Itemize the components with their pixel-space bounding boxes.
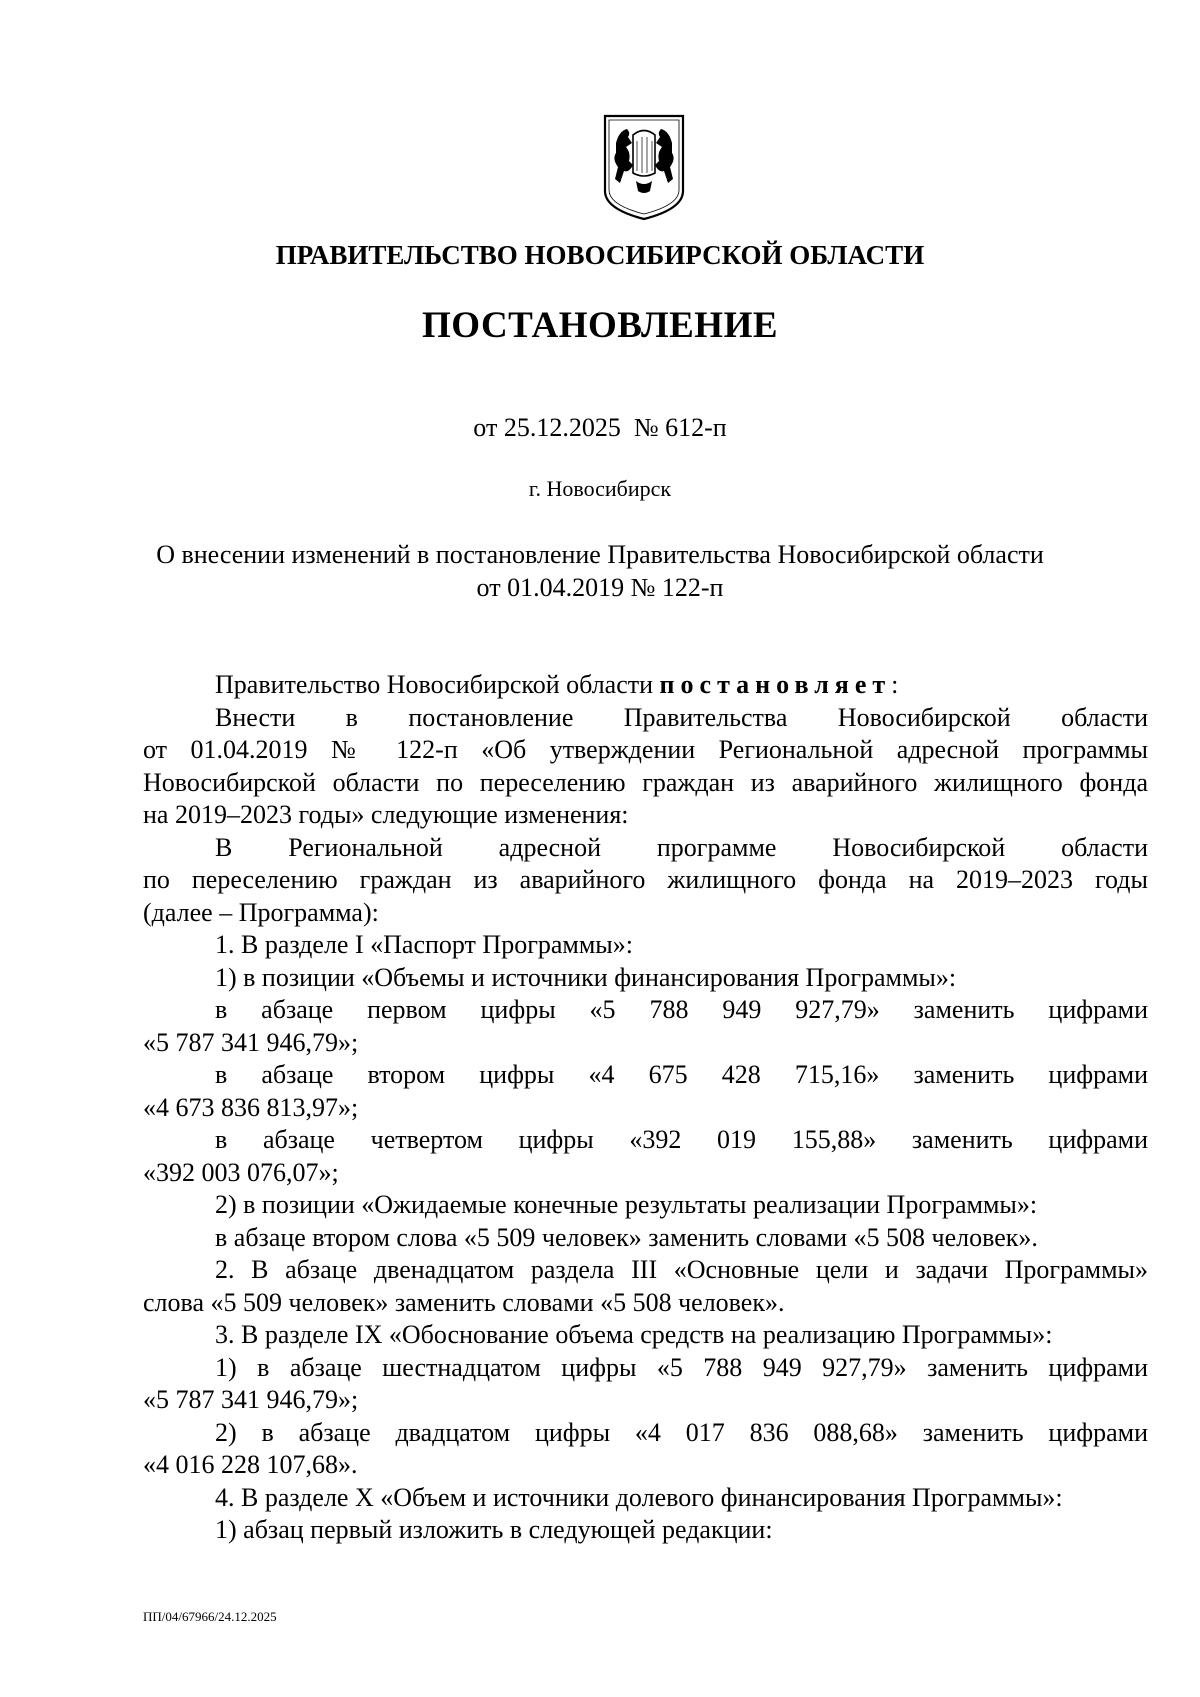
subject-line: О внесении изменений в постановление Правительства Новосибирской области (156, 540, 1044, 569)
subject-line: от 01.04.2019 № 122-п (476, 573, 724, 602)
city: г. Новосибирск (528, 476, 672, 501)
body-line: «4 673 836 813,97»; (143, 1092, 359, 1122)
body-line: в абзаце четвертом цифры «392 019 155,88» заменить цифрами (215, 1125, 1148, 1154)
body-line: от 01.04.2019 № 122-п «Об утверждении Региональной адресной программы (143, 735, 1148, 764)
document-type-title: ПОСТАНОВЛЕНИЕ (421, 305, 779, 346)
body-line: 2) в абзаце двадцатом цифры «4 017 836 088,68» заменить цифрами (215, 1417, 1148, 1447)
document-body (143, 669, 1148, 1547)
body-line: (далее – Программа): (143, 897, 379, 927)
body-line: в абзаце втором слова «5 509 человек» заменить словами «5 508 человек». (215, 1222, 1038, 1252)
date-and-number: от 25.12.2025 № 612-п (473, 413, 727, 442)
body-text: Правительство Новосибирской области (215, 670, 660, 699)
body-line: В Региональной адресной программе Новосибирской области (215, 832, 1148, 862)
body-text: : (891, 670, 899, 699)
body-line: «5 787 341 946,79»; (143, 1385, 359, 1414)
body-line: 1) абзац первый изложить в следующей редакции: (215, 1515, 773, 1544)
body-line: 1. В разделе I «Паспорт Программы»: (215, 930, 633, 959)
body-line: 1) в абзаце шестнадцатом цифры «5 788 949 927,79» заменить цифрами (215, 1352, 1148, 1382)
body-line: по переселению граждан из аварийного жилищного фонда на 2019–2023 годы (143, 865, 1148, 894)
body-line: 2. В абзаце двенадцатом раздела III «Основные цели и задачи Программы» (215, 1255, 1148, 1284)
coat-of-arms-icon (602, 113, 686, 221)
body-line: Новосибирской области по переселению граждан из аварийного жилищного фонда (143, 767, 1148, 797)
body-line: 1) в позиции «Объемы и источники финансирования Программы»: (215, 962, 957, 992)
body-line: «392 003 076,07»; (143, 1157, 339, 1187)
body-line: 3. В разделе IX «Обоснование объема средств на реализацию Программы»: (215, 1320, 1053, 1349)
document-subject (0, 538, 1200, 604)
body-line: в абзаце первом цифры «5 788 949 927,79» заменить цифрами (215, 995, 1148, 1024)
body-line: на 2019–2023 годы» следующие изменения: (143, 800, 629, 829)
document-code: ПП/04/67966/24.12.2025 (143, 1609, 277, 1624)
body-line: 4. В разделе X «Объем и источники долевого финансирования Программы»: (215, 1482, 1063, 1512)
body-line: в абзаце втором цифры «4 675 428 715,16» заменить цифрами (215, 1060, 1148, 1089)
body-line: слова «5 509 человек» заменить словами «5 508 человек». (143, 1287, 785, 1317)
decree-verb: постановляет (659, 670, 892, 699)
body-line: Внести в постановление Правительства Новосибирской области (215, 702, 1148, 732)
body-line (143, 669, 1148, 702)
body-line: «5 787 341 946,79»; (143, 1027, 359, 1057)
body-line: 2) в позиции «Ожидаемые конечные результаты реализации Программы»: (215, 1190, 1038, 1219)
body-line: «4 016 228 107,68». (143, 1450, 358, 1479)
government-title: ПРАВИТЕЛЬСТВО НОВОСИБИРСКОЙ ОБЛАСТИ (275, 240, 925, 270)
